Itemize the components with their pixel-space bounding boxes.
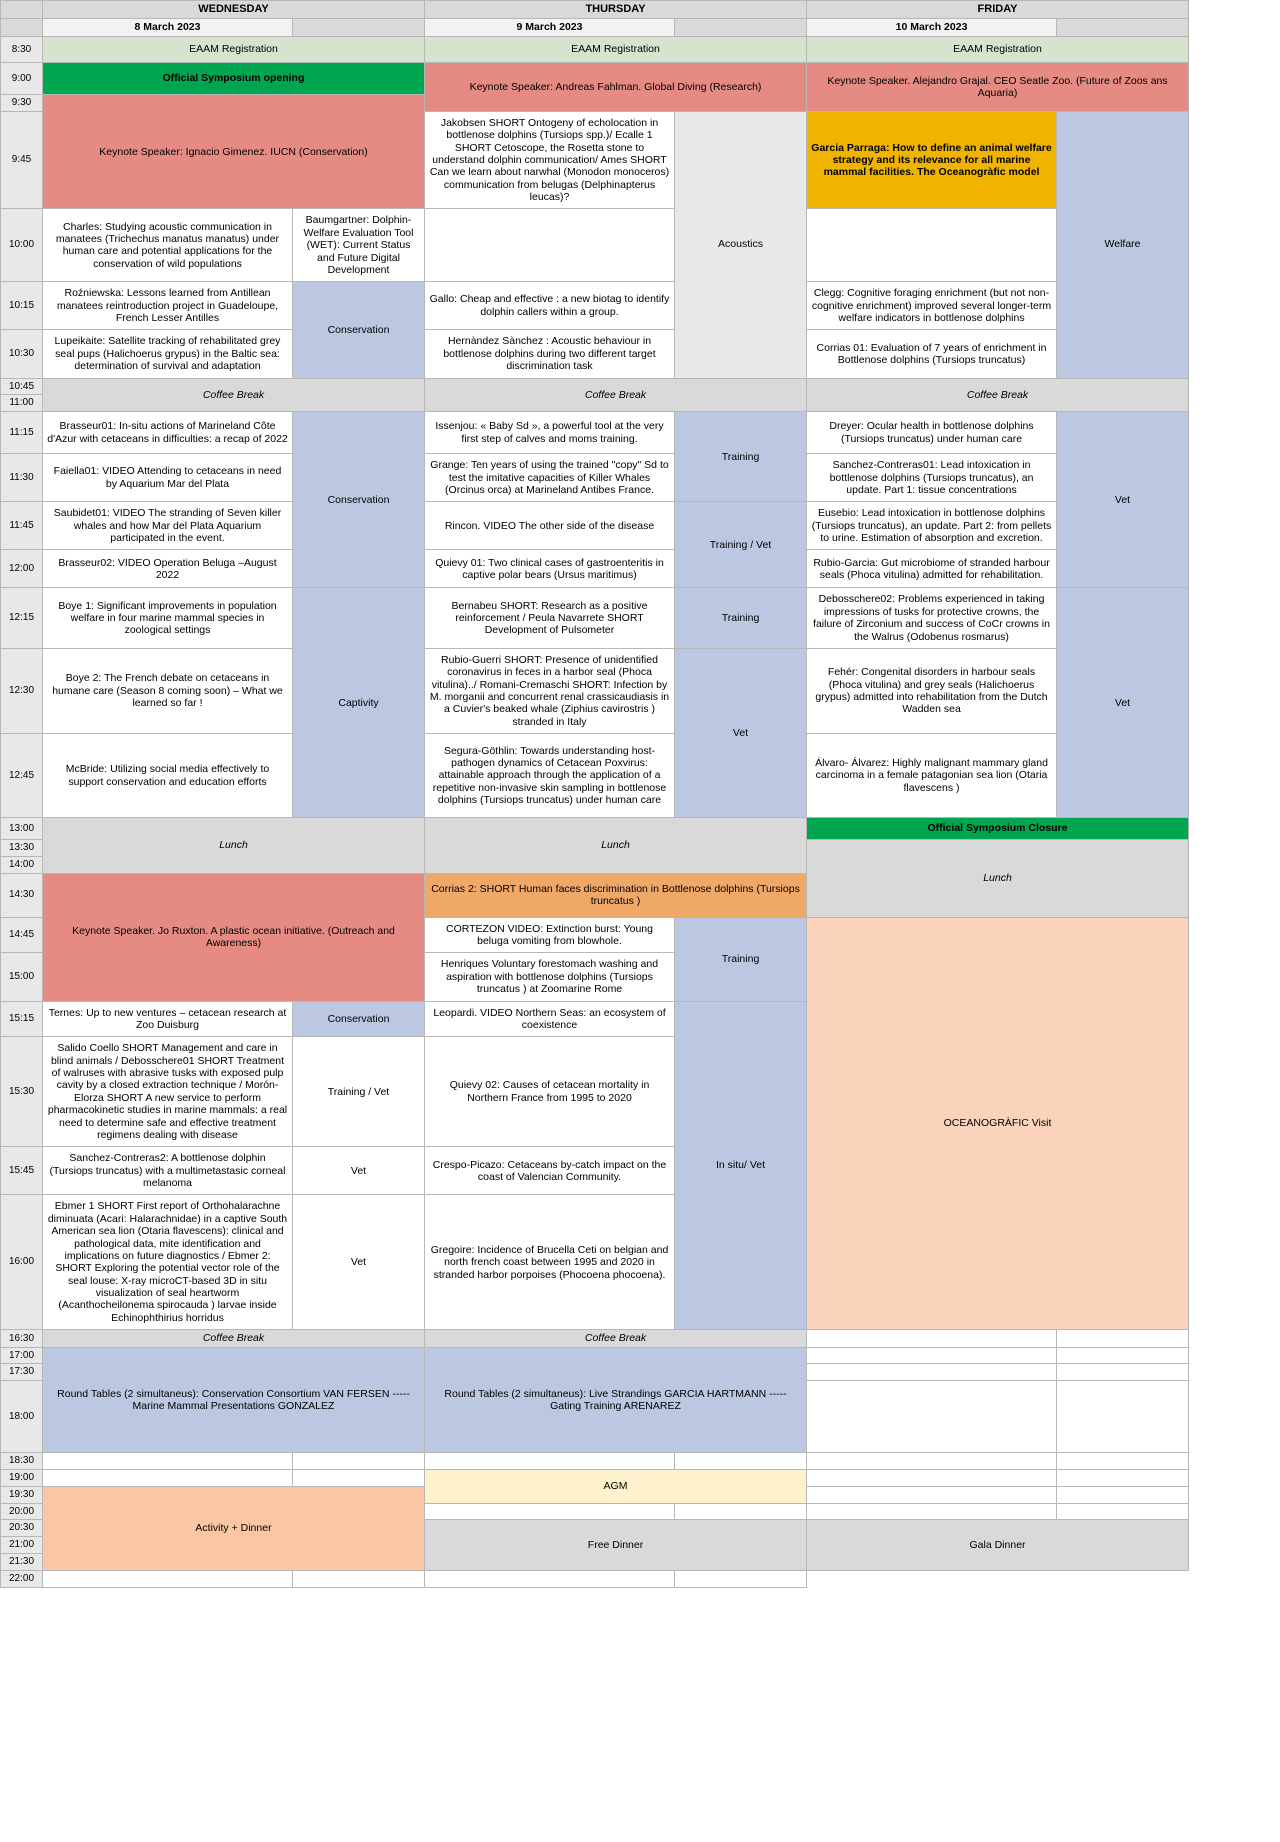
time-0900: 9:00	[1, 63, 43, 95]
time-1800: 18:00	[1, 1381, 43, 1453]
session-corrias01: Corrias 01: Evaluation of 7 years of enrichment in Bottlenose dolphins (Tursiops truncatus)	[807, 330, 1057, 378]
session-brasseur02: Brasseur02: VIDEO Operation Beluga –August 2022	[43, 550, 293, 588]
session-keynote-ruxton: Keynote Speaker. Jo Ruxton. A plastic ocean initiative. (Outreach and Awareness)	[43, 873, 425, 1001]
track-acoustics-thu: Acoustics	[675, 111, 807, 378]
time-1500: 15:00	[1, 953, 43, 1001]
track-training-vet-wed: Training / Vet	[293, 1037, 425, 1147]
session-keynote-fahlman: Keynote Speaker: Andreas Fahlman. Global Diving (Research)	[425, 63, 807, 112]
header-track-thu	[675, 19, 807, 37]
session-sanchez-contreras01: Sanchez-Contreras01: Lead intoxication in bottlenose dolphins (Tursiops truncatus), an update. Part 1: tissue concentrations	[807, 454, 1057, 502]
session-saubidet01: Saubidet01: VIDEO The stranding of Seven killer whales and how Mar del Plata Aquarium participated in the event.	[43, 502, 293, 550]
time-1730: 17:30	[1, 1364, 43, 1381]
row-1300	[1, 818, 1189, 840]
time-2100: 21:00	[1, 1537, 43, 1554]
session-debosschere02: Debosschere02: Problems experienced in taking impressions of tusks for protective crowns, the failure of Zirconium and success of CoCr crowns in the Walrus (Odobenus rosmarus)	[807, 588, 1057, 649]
row-1830	[1, 1453, 1189, 1470]
break-lunch-thu: Lunch	[425, 818, 807, 874]
session-alvaro: Álvaro- Álvarez: Highly malignant mammary gland carcinoma in a female patagonian sea lion (Otaria flavescens )	[807, 734, 1057, 818]
session-gala-dinner-fri: Gala Dinner	[807, 1520, 1189, 1570]
header-date-friday: 10 March 2023	[807, 19, 1057, 37]
empty-fri-1700b	[1057, 1347, 1189, 1364]
session-dreyer: Dreyer: Ocular health in bottlenose dolphins (Tursiops truncatus) under human care	[807, 412, 1057, 454]
empty-fri-2200b	[675, 1570, 807, 1587]
header-day-wednesday: WEDNESDAY	[43, 1, 425, 19]
session-ternes: Ternes: Up to new ventures – cetacean research at Zoo Duisburg	[43, 1001, 293, 1037]
session-feher: Fehér: Congenital disorders in harbour seals (Phoca vitulina) and grey seals (Halichoerus grypus) admitted into rehabilitation from the Dutch Wadden sea	[807, 648, 1057, 733]
time-1015: 10:15	[1, 282, 43, 330]
empty-wed-1830	[43, 1453, 293, 1470]
session-boye2: Boye 2: The French debate on cetaceans in humane care (Season 8 coming soon) – What we learned so far !	[43, 648, 293, 733]
session-eusebio: Eusebio: Lead intoxication in bottlenose dolphins (Tursiops truncatus), an update. Part 2: from pellets to urine. Estimation of absorption and excretion.	[807, 502, 1057, 550]
time-1245: 12:45	[1, 734, 43, 818]
time-1900: 19:00	[1, 1470, 43, 1487]
session-salido: Salido Coello SHORT Management and care in blind animals / Debosschere01 SHORT Treatment of walruses with abrasive tusks with exposed pulp cavity by a closed extraction technique / Morón-Elorza SHORT A new service to perform pharmacokinetic studies in marine mammals: a real need to determine safe and effective treatment regimens dealing with disease	[43, 1037, 293, 1147]
time-1700: 17:00	[1, 1347, 43, 1364]
session-sanchez-contreras2: Sanchez-Contreras2: A bottlenose dolphin (Tursiops truncatus) with a multimetastasic corneal melanoma	[43, 1147, 293, 1195]
row-1245	[1, 734, 1189, 818]
empty-fri-1900	[807, 1470, 1057, 1487]
session-clegg: Clegg: Cognitive foraging enrichment (but not non-cognitive enrichment) improved several longer-term welfare indicators in bottlenose dolphins	[807, 282, 1057, 330]
session-keynote-grajal: Keynote Speaker. Alejandro Grajal. CEO Seatle Zoo. (Future of Zoos ans Aquaria)	[807, 63, 1189, 112]
time-1045: 10:45	[1, 378, 43, 395]
session-bernabeu: Bernabeu SHORT: Research as a positive reinforcement / Peula Navarrete SHORT Development of Pulsometer	[425, 588, 675, 649]
row-1900	[1, 1470, 1189, 1487]
track-captivity-wed: Captivity	[293, 588, 425, 818]
row-0830	[1, 37, 1189, 63]
empty-fri-1830	[807, 1453, 1057, 1470]
break-coffee-thu-am: Coffee Break	[425, 378, 807, 412]
time-1300: 13:00	[1, 818, 43, 840]
track-conservation-wed-mid: Conservation	[293, 412, 425, 588]
time-0930: 9:30	[1, 95, 43, 112]
track-vet-fri-2: Vet	[1057, 588, 1189, 818]
session-registration-wed: EAAM Registration	[43, 37, 425, 63]
header-day-friday: FRIDAY	[807, 1, 1189, 19]
break-lunch-wed: Lunch	[43, 818, 425, 874]
session-jakobsen: Jakobsen SHORT Ontogeny of echolocation in bottlenose dolphins (Tursiops spp.)/ Ecalle 1 SHORT Cetoscope, the Rosetta stone to understand dolphin communication/ Ames SHORT Can we learn about narwhal (Monodon monoceros) communication from belugas (Delphinapterus leucas)?	[425, 111, 675, 209]
session-leopardi: Leopardi. VIDEO Northern Seas: an ecosystem of coexistence	[425, 1001, 675, 1037]
session-lupeikaite: Lupeikaite: Satellite tracking of rehabilitated grey seal pups (Halichoerus grypus) in the Baltic sea: determination of survival and adaptation	[43, 330, 293, 378]
time-1215: 12:15	[1, 588, 43, 649]
session-gregoire: Gregoire: Incidence of Brucella Ceti on belgian and north french coast between 1995 and 2020 in stranded harbor porpoises (Phocoena phocoena).	[425, 1195, 675, 1330]
row-1145	[1, 502, 1189, 550]
row-1700	[1, 1347, 1189, 1364]
header-date-wednesday: 8 March 2023	[43, 19, 293, 37]
row-2200	[1, 1570, 1189, 1587]
empty-thu-2200	[43, 1570, 293, 1587]
time-2000: 20:00	[1, 1503, 43, 1520]
session-rubio-garcia: Rubio-Garcia: Gut microbiome of stranded harbour seals (Phoca vitulina) admitted for rehabilitation.	[807, 550, 1057, 588]
break-coffee-wed-am: Coffee Break	[43, 378, 425, 412]
row-1200	[1, 550, 1189, 588]
session-roundtables-wed: Round Tables (2 simultaneus): Conservation Consortium VAN FERSEN ----- Marine Mammal Presentations GONZALEZ	[43, 1347, 425, 1453]
track-vet-wed-2: Vet	[293, 1195, 425, 1330]
empty-thu-1830b	[675, 1453, 807, 1470]
break-coffee-fri-am: Coffee Break	[807, 378, 1189, 412]
time-1000: 10:00	[1, 209, 43, 282]
session-crespo: Crespo-Picazo: Cetaceans by-catch impact on the coast of Valencian Community.	[425, 1147, 675, 1195]
row-1000	[1, 209, 1189, 282]
time-1200: 12:00	[1, 550, 43, 588]
session-rincon: Rincon. VIDEO The other side of the disease	[425, 502, 675, 550]
break-coffee-thu-pm: Coffee Break	[425, 1330, 807, 1347]
empty-fri-1630	[807, 1330, 1057, 1347]
session-activity-dinner-wed: Activity + Dinner	[43, 1486, 425, 1570]
track-vet-wed-1: Vet	[293, 1147, 425, 1195]
time-2030: 20:30	[1, 1520, 43, 1537]
empty-thu-2000b	[675, 1503, 807, 1520]
time-1430: 14:30	[1, 873, 43, 917]
empty-thu-1830	[425, 1453, 675, 1470]
row-0900	[1, 63, 1189, 95]
empty-fri-1930b	[1057, 1486, 1189, 1503]
table-header-dates	[1, 19, 1189, 37]
row-1130	[1, 454, 1189, 502]
time-1130: 11:30	[1, 454, 43, 502]
empty-fri-1830b	[1057, 1453, 1189, 1470]
header-corner	[1, 1, 43, 19]
session-ebmer: Ebmer 1 SHORT First report of Orthohalarachne diminuata (Acari: Halarachnidae) in a captive South American sea lion (Otaria flavescens): clinical and pathological data, mite identification and implications on future diagnostics / Ebmer 2: SHORT Exploring the potential vector role of the seal louse: X-ray microCT-based 3D in situ visualization of seal heartworm (Acanthocheilonema spirocauda ) larvae inside Echinophthirius horridus	[43, 1195, 293, 1330]
time-1230: 12:30	[1, 648, 43, 733]
empty-thu-2000	[425, 1503, 675, 1520]
session-boye1: Boye 1: Significant improvements in population welfare in four marine mammal species in zoological settings	[43, 588, 293, 649]
session-free-dinner-thu: Free Dinner	[425, 1520, 807, 1570]
header-corner-2	[1, 19, 43, 37]
empty-wed-1900b	[293, 1470, 425, 1487]
time-1600: 16:00	[1, 1195, 43, 1330]
session-gallo: Gallo: Cheap and effective : a new biotag to identify dolphin callers within a group.	[425, 282, 675, 330]
empty-wed-1830b	[293, 1453, 425, 1470]
row-1215	[1, 588, 1189, 649]
track-training-vet-thu: Training / Vet	[675, 502, 807, 588]
time-1030: 10:30	[1, 330, 43, 378]
time-0945: 9:45	[1, 111, 43, 209]
empty-fri-1800b	[1057, 1381, 1189, 1453]
session-issenjou: Issenjou: « Baby Sd », a powerful tool at the very first step of calves and moms training.	[425, 412, 675, 454]
break-coffee-wed-pm: Coffee Break	[43, 1330, 425, 1347]
time-1330: 13:30	[1, 840, 43, 857]
session-rozniewska: Roźniewska: Lessons learned from Antillean manatees reintroduction project in Guadeloupe, French Lesser Antilles	[43, 282, 293, 330]
header-track-wed	[293, 19, 425, 37]
session-faiella01: Faiella01: VIDEO Attending to cetaceans in need by Aquarium Mar del Plata	[43, 454, 293, 502]
session-hernandez: Hernàndez Sànchez : Acoustic behaviour in bottlenose dolphins during two different target discrimination task	[425, 330, 675, 378]
empty-fri-1930	[807, 1486, 1057, 1503]
empty-fri-2200	[425, 1570, 675, 1587]
track-training-thu-pm: Training	[675, 917, 807, 1001]
row-1115	[1, 412, 1189, 454]
session-henriques: Henriques Voluntary forestomach washing and aspiration with bottlenose dolphins (Tursiops truncatus ) at Zoomarine Rome	[425, 953, 675, 1001]
session-charles: Charles: Studying acoustic communication in manatees (Trichechus manatus manatus) under human care and potential applications for the conservation of wild populations	[43, 209, 293, 282]
time-1515: 15:15	[1, 1001, 43, 1037]
header-track-fri	[1057, 19, 1189, 37]
track-vet-thu: Vet	[675, 648, 807, 817]
break-lunch-fri: Lunch	[807, 840, 1189, 918]
session-oceanografic-visit: OCEANOGRÀFIC Visit	[807, 917, 1189, 1330]
session-agm-thu: AGM	[425, 1470, 807, 1504]
session-registration-fri: EAAM Registration	[807, 37, 1189, 63]
session-keynote-gimenez: Keynote Speaker: Ignacio Gimenez. IUCN (Conservation)	[43, 95, 425, 209]
session-roundtables-thu: Round Tables (2 simultaneus): Live Strandings GARCIA HARTMANN ----- Gating Training ARENAREZ	[425, 1347, 807, 1453]
time-1445: 14:45	[1, 917, 43, 953]
row-1015	[1, 282, 1189, 330]
time-1530: 15:30	[1, 1037, 43, 1147]
track-conservation-wed-am: Conservation	[293, 282, 425, 378]
empty-fri-2000b	[1057, 1503, 1189, 1520]
time-1830: 18:30	[1, 1453, 43, 1470]
session-garcia-parraga: Garcia Parraga: How to define an animal welfare strategy and its relevance for all marine mammal facilities. The Oceanogràfic model	[807, 111, 1057, 209]
session-registration-thu: EAAM Registration	[425, 37, 807, 63]
time-1115: 11:15	[1, 412, 43, 454]
time-1145: 11:45	[1, 502, 43, 550]
empty-fri-1730b	[1057, 1364, 1189, 1381]
header-day-thursday: THURSDAY	[425, 1, 807, 19]
time-1545: 15:45	[1, 1147, 43, 1195]
session-quievy01: Quievy 01: Two clinical cases of gastroenteritis in captive polar bears (Ursus maritimus)	[425, 550, 675, 588]
track-insitu-vet-thu: In situ/ Vet	[675, 1001, 807, 1330]
session-cortezon: CORTEZON VIDEO: Extinction burst: Young beluga vomiting from blowhole.	[425, 917, 675, 953]
time-2200: 22:00	[1, 1570, 43, 1587]
empty-fri-1700	[807, 1347, 1057, 1364]
time-2130: 21:30	[1, 1553, 43, 1570]
session-mcbride: McBride: Utilizing social media effectively to support conservation and education efforts	[43, 734, 293, 818]
empty-fri-1800	[807, 1381, 1057, 1453]
time-1930: 19:30	[1, 1486, 43, 1503]
session-quievy02: Quievy 02: Causes of cetacean mortality in Northern France from 1995 to 2020	[425, 1037, 675, 1147]
row-1630	[1, 1330, 1189, 1347]
track-conservation-wed-pm: Conservation	[293, 1001, 425, 1037]
row-1030	[1, 330, 1189, 378]
time-1400: 14:00	[1, 856, 43, 873]
track-vet-fri-1: Vet	[1057, 412, 1189, 588]
session-rubio-guerri: Rubio-Guerri SHORT: Presence of unidentified coronavirus in feces in a harbor seal (Phoca vitulina)../ Romani-Cremaschi SHORT: Infection by M. morganii and concurrent renal crassicaudiasis in a Cuvier's beaked whale (Ziphius cavirostris ) stranded in Italy	[425, 648, 675, 733]
table-header-days	[1, 1, 1189, 19]
time-1100: 11:00	[1, 395, 43, 412]
empty-fri-2000	[807, 1503, 1057, 1520]
track-training-thu-2: Training	[675, 588, 807, 649]
empty-fri-1900b	[1057, 1470, 1189, 1487]
session-opening-wed: Official Symposium opening	[43, 63, 425, 95]
track-training-thu: Training	[675, 412, 807, 502]
time-1630: 16:30	[1, 1330, 43, 1347]
header-date-thursday: 9 March 2023	[425, 19, 675, 37]
session-brasseur01: Brasseur01: In-situ actions of Marineland Côte d'Azur with cetaceans in difficulties: a recap of 2022	[43, 412, 293, 454]
row-1045	[1, 378, 1189, 395]
session-corrias2: Corrias 2: SHORT Human faces discrimination in Bottlenose dolphins (Tursiops truncatus )	[425, 873, 807, 917]
empty-thu-2200b	[293, 1570, 425, 1587]
time-0830: 8:30	[1, 37, 43, 63]
session-baumgartner: Baumgartner: Dolphin-Welfare Evaluation Tool (WET): Current Status and Future Digital Development	[293, 209, 425, 282]
track-welfare-fri: Welfare	[1057, 111, 1189, 378]
row-1230	[1, 648, 1189, 733]
empty-fri-1730	[807, 1364, 1057, 1381]
session-segura: Segura-Göthlin: Towards understanding host-pathogen dynamics of Cetacean Poxvirus: attainable approach through the application of a repetitive non-invasive skin sampling in bottlenose dolphins (Tursiops truncatus) under human care	[425, 734, 675, 818]
empty-wed-1900	[43, 1470, 293, 1487]
empty-fri-1630b	[1057, 1330, 1189, 1347]
session-closure-fri: Official Symposium Closure	[807, 818, 1189, 840]
session-grange: Grange: Ten years of using the trained "copy" Sd to test the imitative capacities of Killer Whales (Orcinus orca) at Marineland Antibes France.	[425, 454, 675, 502]
